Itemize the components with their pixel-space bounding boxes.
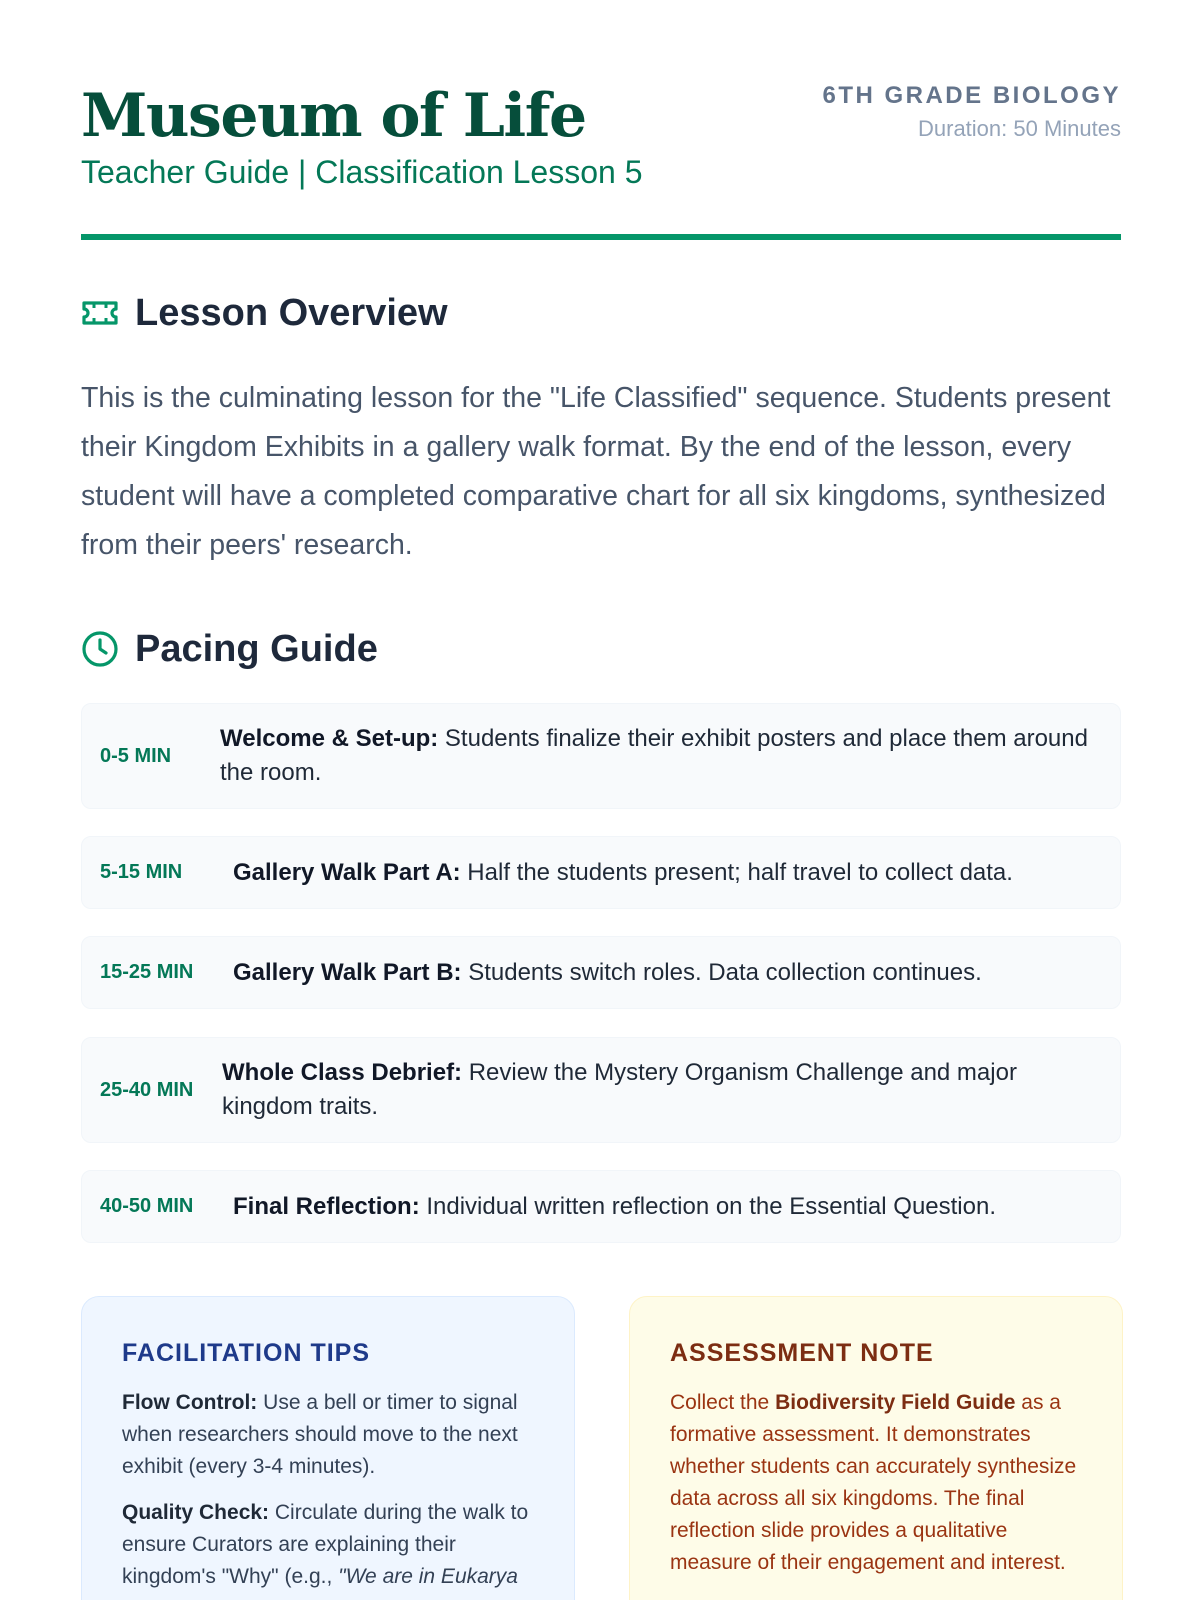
tip-flow-control [122,1387,534,1483]
tip-text: Use a bell or timer to signal when researchers should move to the next exhibit (every 3-4 minutes). [122,1391,518,1478]
page-subtitle: Teacher Guide | Classification Lesson 5 [81,154,643,190]
page-header [81,80,1121,240]
assessment-bold: Biodiversity Field Guide [775,1391,1016,1414]
assessment-text-start: Collect the [670,1391,776,1414]
pacing-row [81,1037,1121,1143]
facilitation-tips-card [81,1296,575,1600]
pacing-label: Final Reflection: [233,1192,420,1220]
pacing-time: 25-40 MIN [100,1078,194,1101]
pacing-row [81,836,1121,909]
assessment-note-card [629,1296,1123,1600]
tip-label: Quality Check: [122,1501,270,1524]
tip-text: Circulate during the walk to ensure Curators are explaining their kingdom's "Why" (e.g., [122,1501,529,1588]
pacing-time: 0-5 MIN [100,744,172,767]
pacing-time: 40-50 MIN [100,1195,194,1217]
ticket-icon [81,294,119,332]
tip-quote: "We are in Eukarya [338,1565,518,1588]
pacing-text: Half the students present; half travel to collect data. [460,858,1013,886]
pacing-text: Students finalize their exhibit posters and place them around the room. [220,725,1088,786]
clock-icon [81,630,119,668]
tip-label: Flow Control: [122,1391,258,1414]
pacing-description [233,956,982,990]
pacing-heading: Pacing Guide [135,628,378,670]
teacher-guide-page [81,0,1121,1600]
pacing-time: 5-15 MIN [100,861,183,883]
assessment-heading: ASSESSMENT NOTE [670,1339,934,1367]
overview-heading: Lesson Overview [135,292,448,334]
page-title: Museum of Life [81,81,586,151]
overview-heading-row [81,289,448,337]
pacing-label: Gallery Walk Part B: [233,958,462,986]
pacing-description [222,1056,1102,1124]
pacing-text: Students switch roles. Data collection continues. [461,958,982,986]
grade-label: 6TH GRADE BIOLOGY [822,82,1121,109]
pacing-text: Review the Mystery Organism Challenge and major kingdom traits. [222,1059,1017,1120]
header-divider [81,234,1121,240]
pacing-label: Welcome & Set-up: [220,725,439,752]
pacing-time: 15-25 MIN [100,961,194,983]
pacing-label: Whole Class Debrief: [222,1059,463,1086]
assessment-text [670,1387,1082,1579]
pacing-description [233,856,1013,890]
overview-text: This is the culminating lesson for the "Life Classified" sequence. Students present their Kingdom Exhibits in a gallery walk format. By the end of the lesson, every student will have a completed comparative chart for all six kingdoms, synthesized from their peers' research. [81,382,1111,561]
pacing-text: Individual written reflection on the Essential Question. [419,1192,997,1220]
pacing-description [220,722,1102,790]
duration-label: Duration: 50 Minutes [918,116,1121,141]
pacing-row [81,703,1121,809]
pacing-heading-row [81,625,378,673]
tips-heading: FACILITATION TIPS [122,1339,371,1367]
pacing-label: Gallery Walk Part A: [233,858,461,886]
pacing-row [81,1170,1121,1243]
tip-quality-check [122,1497,534,1593]
assessment-text-end: as a formative assessment. It demonstrates whether students can accurately synthesize data across all six kingdoms. The final reflection slide provides a qualitative measure of their engagement and interest. [670,1391,1077,1574]
pacing-row [81,936,1121,1009]
pacing-description [233,1190,996,1224]
